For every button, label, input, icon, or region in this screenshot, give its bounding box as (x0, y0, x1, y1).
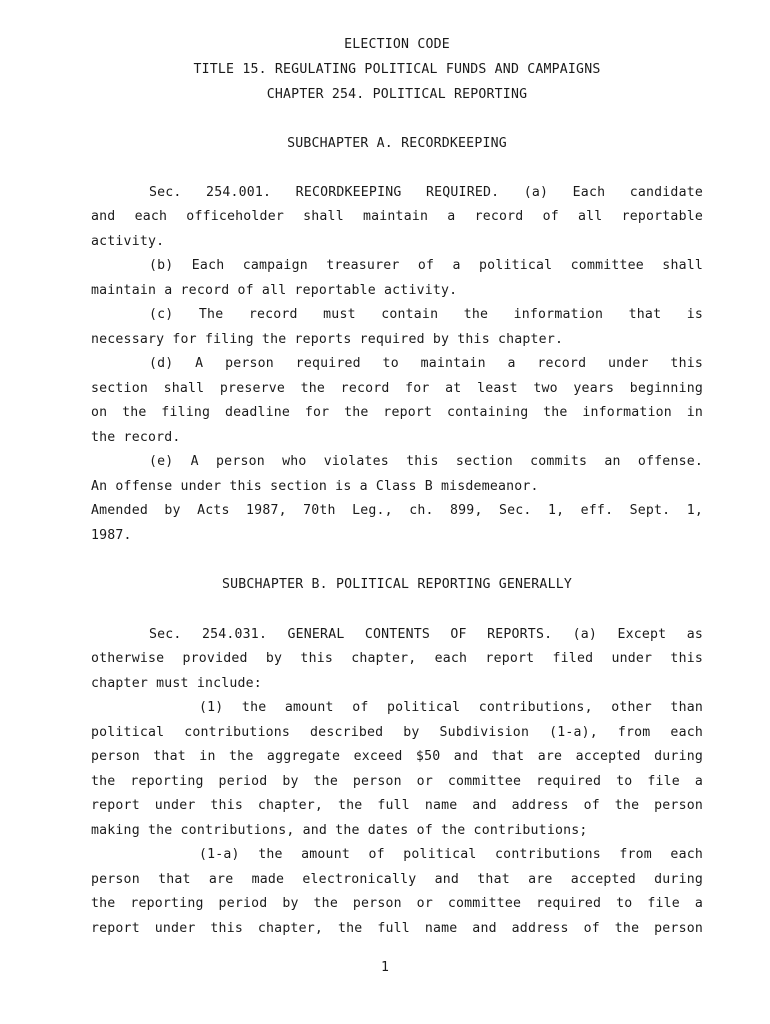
text-line: person that in the aggregate exceed $50 and that are accepted during (91, 749, 703, 764)
text-line: the record. (91, 430, 181, 445)
code-title: ELECTION CODE (344, 37, 450, 52)
text-line: report under this chapter, the full name and address of the person (91, 921, 703, 936)
text-line: Sec. 254.001. RECORDKEEPING REQUIRED. (a) Each candidate (149, 185, 703, 200)
text-line: chapter must include: (91, 676, 262, 691)
text-line: person that are made electronically and that are accepted during (91, 872, 703, 887)
text-line: the reporting period by the person or committee required to file a (91, 896, 703, 911)
text-line: An offense under this section is a Class B misdemeanor. (91, 479, 539, 494)
text-line: (e) A person who violates this section commits an offense. (149, 454, 703, 469)
text-line: (b) Each campaign treasurer of a political committee shall (149, 258, 703, 273)
text-line: (1-a) the amount of political contributions from each (199, 847, 703, 862)
text-line: necessary for filing the reports required by this chapter. (91, 332, 564, 347)
text-line: (c) The record must contain the information that is (149, 307, 703, 322)
text-line: (d) A person required to maintain a record under this (149, 356, 703, 371)
text-line: making the contributions, and the dates of the contributions; (91, 823, 588, 838)
text-line: report under this chapter, the full name and address of the person (91, 798, 703, 813)
text-line: political contributions described by Subdivision (1-a), from each (91, 725, 703, 740)
page-number: 1 (381, 960, 389, 975)
subchapter-b-heading: SUBCHAPTER B. POLITICAL REPORTING GENERALLY (221, 577, 572, 592)
text-line: activity. (91, 234, 165, 249)
text-line: section shall preserve the record for at least two years beginning (91, 381, 703, 396)
amendment-note: Amended by Acts 1987, 70th Leg., ch. 899, Sec. 1, eff. Sept. 1, (91, 503, 703, 518)
text-line: otherwise provided by this chapter, each report filed under this (91, 651, 703, 666)
text-line: (1) the amount of political contributions, other than (199, 700, 703, 715)
text-line: the reporting period by the person or committee required to file a (91, 774, 703, 789)
text-line: maintain a record of all reportable activity. (91, 283, 458, 298)
text-line: and each officeholder shall maintain a record of all reportable (91, 209, 703, 224)
text-line: Sec. 254.031. GENERAL CONTENTS OF REPORTS. (a) Except as (149, 627, 703, 642)
title-heading: TITLE 15. REGULATING POLITICAL FUNDS AND CAMPAIGNS (193, 62, 601, 77)
subchapter-a-heading: SUBCHAPTER A. RECORDKEEPING (287, 136, 507, 151)
amendment-note: 1987. (91, 528, 132, 543)
chapter-heading: CHAPTER 254. POLITICAL REPORTING (266, 87, 528, 102)
text-line: on the filing deadline for the report containing the information in (91, 405, 703, 420)
